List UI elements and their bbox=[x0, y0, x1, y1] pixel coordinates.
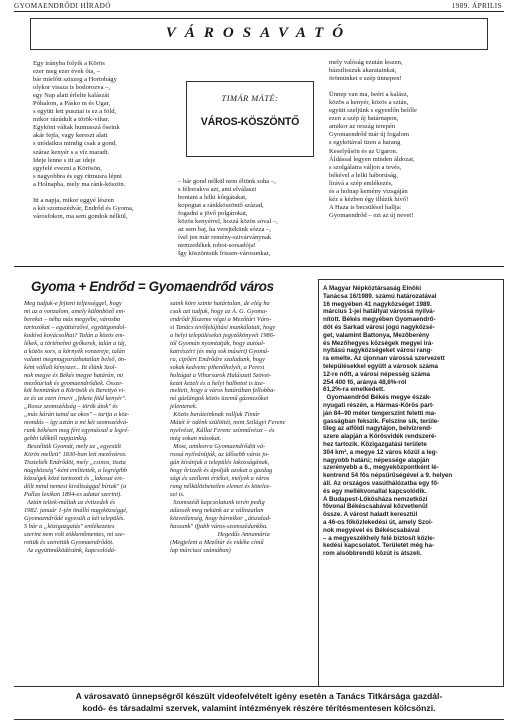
issue-date: 1989. ÁPRILIS bbox=[451, 2, 502, 10]
poem-column-1: Egy irányba folyik a Körös ezer meg ezer évek óta, – bár mielőtt sziszeg a Hortobágy olykor vissza is bodorozva –, egy Nap alatt érlelte kalászát Póhalom, a Pásko m és Ugar, s együtt lett pusztai is ez a föld, mikor rázúdult a török-vihar. Egykönt váltak humusszá őseink akár fejfa, vagy kereszt alatt s utódaikra mindig csak a gond, száraz kenyér s a víz maradt. Ideje lenne s itt az ideje egyfelé evezni a Körösön, s nagyobbra és egy ritmusra lépni a Holnapba, mely ma ránk-köszön. Itt a napja, mikor eggyé lészen a két szomszédvár, Endrőd és Gyoma, városfokon, ma sem gondok nélkül, bbox=[33, 60, 134, 220]
article-column-1: Meg tudjuk-e fejteni teljességgel, hogy mi az a vonzalom, amely különböző em- bereket – néha más megyébe, városba tartozókat – együttérzővé, együttgondol- kodóvá kovácsolhat? Talán a közös em- lékek, a történelmi győkerek, talán a táj, a közös sors, a környék vonzereje, talán valami megmagyarázhatatlan belső, ön- ként vállalt kényszer... Itt élünk Szol- nok megye és Békés megye határán, mi mezőtúriak és gyomaendrődiek. Össze- köt bennünket a Körösök és Berettyó vi- ze és az ezen írnevi „fekete föld kenyér". „Rossz szomszédság – török átok" és „más kárán tanul az okos" – tartja a köz- mondás – így aztán a mi két szomszédvá- runk békésen meg fért egymással a legré- gebbi időktől napjainkig. Beszéltük Gyomát, mely az „egyesült Körös mellett" 1830-ban lett mezőváros. Tisztelték Endrődöt, mely „csinos, tiszta nagyközség"-ként emlitették, a legrégibb községek közé tartozott és „lakosai ere- dőlt mind nemesi kiváltsággal bírtak" (a Pallas lexikon 1894-es adatai szerint). Aztán teltek-múltak az évtizedek és 1982. január 1-jén önálló nagyközséggé, Gyomaendrődé egyesült a két település. S bár a „közigazgatás" emlékezetes szerint nem volt zökkenőmentes, mi sze- rettük és szerettük Gyomaendrődöt. Az együttműködésünk, kapcsolódá- bbox=[24, 300, 130, 554]
poem-author: TIMÁR MÁTÉ: bbox=[221, 94, 279, 103]
section-divider bbox=[14, 266, 504, 267]
video-notice-line-1: A városavató ünnepségről készült videofelvételt igény esetén a Tanács Titkársága gazdál- bbox=[75, 691, 443, 701]
section-title-box bbox=[30, 18, 488, 50]
city-info-text: A Magyar Népköztársaság Elnöki Tanácsa 16/1989. számú határozatával 16 megyében 41 nagyközséget 1989. március 1-jei hatállyal várossá nyilvá- nított. Békés megyében Gyomaendrő- döt és Sarkad városi jogú nagyközsé- get, valamint Battonya, Mezőberény és Mezőhegyes községek megyei irá- nyítású nagyközségeket városi rang- ra emelte. Az újonnan várossá szervezett településekkel együtt a városok száma 12-re nőtt, a városi népesség száma 254 400 fő, aránya 48,6%-ról 61,2%-ra emelkedett. Gyomaendrőd Békés megye észak- nyugati részén, a Hármas-Körös part- ján 84–90 méter tengerszint feletti ma- gasságban fekszik. Felszíne sík, terüle- tileg az alföldi nagytájon, belvízrend- szere alapján a Körösvidék rendszeré- hez tartozik. Közigazgatási területe 304 km², a megye 12 város közül a leg- nagyobb határú; népessége alapján szerényebb a 6., megyeközpontként lé- kentrend 54 fős népsűrűségével a 9. helyen áll. Az országos vasúthálózatba egy fő- és egy mellékvonallal kapcsolódik. A Budapest-Lőkösháza nemzetközi fővonal Békéscsabával közvetlenül össze. A várost haladt keresztül a 46-os főközlekedési út, amely Szol- nok megyével és Békéscsabával – a megyeszékhely felé biztosít közle- kedési kapcsolatot. Területét még ha- rom alsóbbrendű közút is átszeli. bbox=[323, 285, 453, 558]
publication-name: GYOMAENDRŐDI HÍRADÓ bbox=[14, 2, 111, 10]
greeting-title-box bbox=[186, 81, 314, 157]
video-notice-line-2: kodó- és társadalmi szervek, valamint intézmények részére térítésmentesen kölcsönzi. bbox=[82, 703, 436, 713]
poem-column-2: – bár gond nélkül nem éltünk soha –, s félrerakva azt, ami elválaszt bontani a lelki kőrgátakat, kopogtat a ránkköszöntő század, fogadni a jövő polgárokat, közös kenyérrel, hozzá közös sóval –, az sem baj, ha verejtékünk sózza –, ível jen már remény-szivárványnak nemzedékek robot-sorsadója! Így köszöntsük frissen-városunkat, bbox=[178, 178, 278, 258]
poem-column-3: mely valóság ezután leszen, bázsilisszuk akaratainkat, örömünket e szép ünnepen! Ünnep van ma, beért a kalász, közös a kenyér, közös a sztán, együtt szeljünk s egyenlőn belőle ezen a szép új határnapon, amikor az ország terepén Gyomaendrőd már új fogalom s egykötával üzen a harang Keselyűsön és az Ugaron. Áldással legyen minden áldozat, s szolgálatra váljon a tevés, békével a lelki háborúság, lírává a szép emlékezés, és a holnap kemény vizsgáján kéz a kézben égy illúzik hívő! A Haza is becsülésel hallja: Gyomaendrőd – ezt az új nevet! bbox=[329, 59, 417, 219]
city-info-box bbox=[318, 279, 504, 687]
poem-title: VÁROS-KÖSZÖNTŐ bbox=[200, 116, 300, 128]
article-column-2: saink köre szinte határtalan, de elég ha csak azt tudjuk, hogy az Á. G. Gyoma- endrődi fűszeme végzi a Mezőtúri Váro- si Tanács tevőfelújítási munkálatait, hogy a helyi településeket jegyzőkönyvét 1986- tól Gyomán nyomtatják, hogy autóal- katrészért (és még sok másért) Gyomá- ra, cipőért Endrődre szaladunk, hogy sokak kedvenc pihenőhelyét, a Peresi holtágat a Viharsarok Halászati Szövet- kezet kezeli és a helyi halbotot is üze- melteti, hogy a város határában fellobba- nó gázlángok közös üzemű gázmezőket jelentenek. Közös baráteinknak valljuk Tímár Mátét ír odénk szülöttét, mint Szilágyi Ferenc nyelvészt, Kállai Ferenc színművészt – és még sokan másokat. Most, amikorra Gyomaendrődöt vá- rossá nyilvánítják, az idősebb város jo- gán kívánjuk a település lakosságának, hogy őrizzék és ápolják azokat a gazdag sági és szellemi értéket, melyek a város rang nélkülözhetetlen elemei és kötelez- sei is. Szomszédi kapcsolatunk terén pedig adassék meg nekünk az a változatlan közvetlenség, hogy bármikor „átszalad- hassunk" ifjabb város-szomszédunkba. Hegedűs Annamária (Megjelent a Mezőtúr és vidéke című lap márciusi számában) bbox=[170, 300, 286, 554]
article-title: Gyoma + Endrőd = Gyomaendrőd város bbox=[31, 279, 274, 294]
video-notice bbox=[14, 686, 504, 720]
header-rule bbox=[14, 11, 504, 12]
section-title: VÁROSAVATÓ bbox=[165, 25, 353, 41]
running-header bbox=[14, 2, 504, 11]
